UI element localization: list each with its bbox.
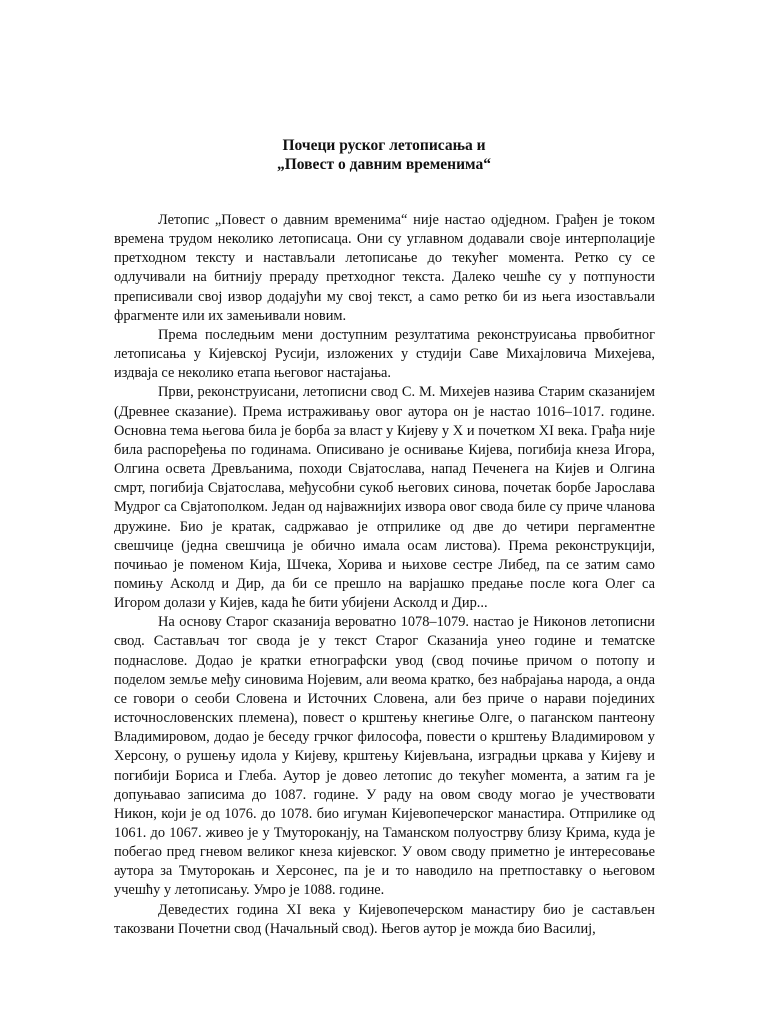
title-line-1: Почеци руског летописања и: [282, 137, 486, 154]
paragraph: Деведестих година XI века у Кијевопечерском манастиру био је састављен такозвани Почетни свод (Начальный свод). Његов аутор је можда био Василиј,: [114, 901, 655, 937]
paragraph: Према последњим мени доступним резултатима реконструисања првобитног летописања у Кијевској Русији, изложених у студији Саве Михајловича Михејева, издваја се неколико етапа његовог настајања.: [114, 326, 655, 382]
paragraph: Први, реконструисани, летописни свод С. М. Михејев назива Старим сказанијем (Древнее сказание). Према истраживању овог аутора он је настао 1016–1017. године. Основна тема његова била је борба за власт у Кијеву у X и почетком XI века. Грађа није била распоређења по годинама. Описивано је оснивање Кијева, погибија кнеза Игора, Олгина освета Древљанима, походи Свјатослава, напад Печенега на Кијев и Олгина смрт, погибија Свјатослава, међусобни сукоб његових синова, почетак борбе Јарослава Мудрог са Свјатополком. Један од најважнијих извора овог свода биле су приче чланова дружине. Био је кратак, садржавао је отприлике од две до четири пергаментне свешчице (једна свешчица је обично имала осам листова). Према реконструкцији, почињао је поменом Кија, Шчека, Хорива и њихове сестре Либед, па се затим само помињу Асколд и Дир, да би се прешло на варјашко предање после кога Олег са Игором долази у Кијев, када ће бити убијени Асколд и Дир...: [114, 384, 655, 612]
title-line-2: „Повест о давним временима“: [277, 156, 491, 173]
paragraph: На основу Старог сказанија вероватно 1078–1079. настао је Никонов летописни свод. Састављач тог свода је у текст Старог Сказанија унео године и тематске поднаслове. Додао је кратки етнографски увод (свод почиње причом о потопу и поделом земље међу синовима Нојевим, али веома кратко, без набрајања народа, а онда се говори о сеоби Словена и Источних Словена, али без приче о нарави појединих источнословенских племена), повест о крштењу кнегиње Олге, о паганском пантеону Владимировом, додао је беседу грчког философа, повести о крштењу Владимировом у Херсону, о рушењу идола у Кијеву, крштењу Кијевљана, изградњи цркава у Кијеву и погибији Бориса и Глеба. Аутор је довео летопис до текућег момента, а затим га је допуњавао записима до 1087. године. У раду на овом своду могао је учествовати Никон, који је од 1076. до 1078. био игуман Кијевопечерског манастира. Отприлике од 1061. до 1067. живео је у Тмутороканју, на Таманском полуострву близу Крима, куда је побегао пред гневом великог кнеза кијевског. У овом своду приметно је интересовање аутора за Тмуторокањ и Херсонес, па је и то наводило на претпоставку о његовом учешћу у летописању. Умро је 1088. године.: [114, 614, 655, 899]
document-body: [114, 211, 655, 939]
paragraph: Летопис „Повест о давним временима“ није настао одједном. Грађен је током времена трудом неколико летописаца. Они су углавном додавали своје интерполације претходном тексту и настављали летописање до текућег момента. Ретко су се одлучивали на битнију прераду претходног текста. Далеко чешће су у потпуности преписивали свој извор додајући му свој текст, а само ретко би из њега изостављали фрагменте или их замењивали новим.: [114, 212, 655, 324]
document-title: [0, 136, 768, 174]
